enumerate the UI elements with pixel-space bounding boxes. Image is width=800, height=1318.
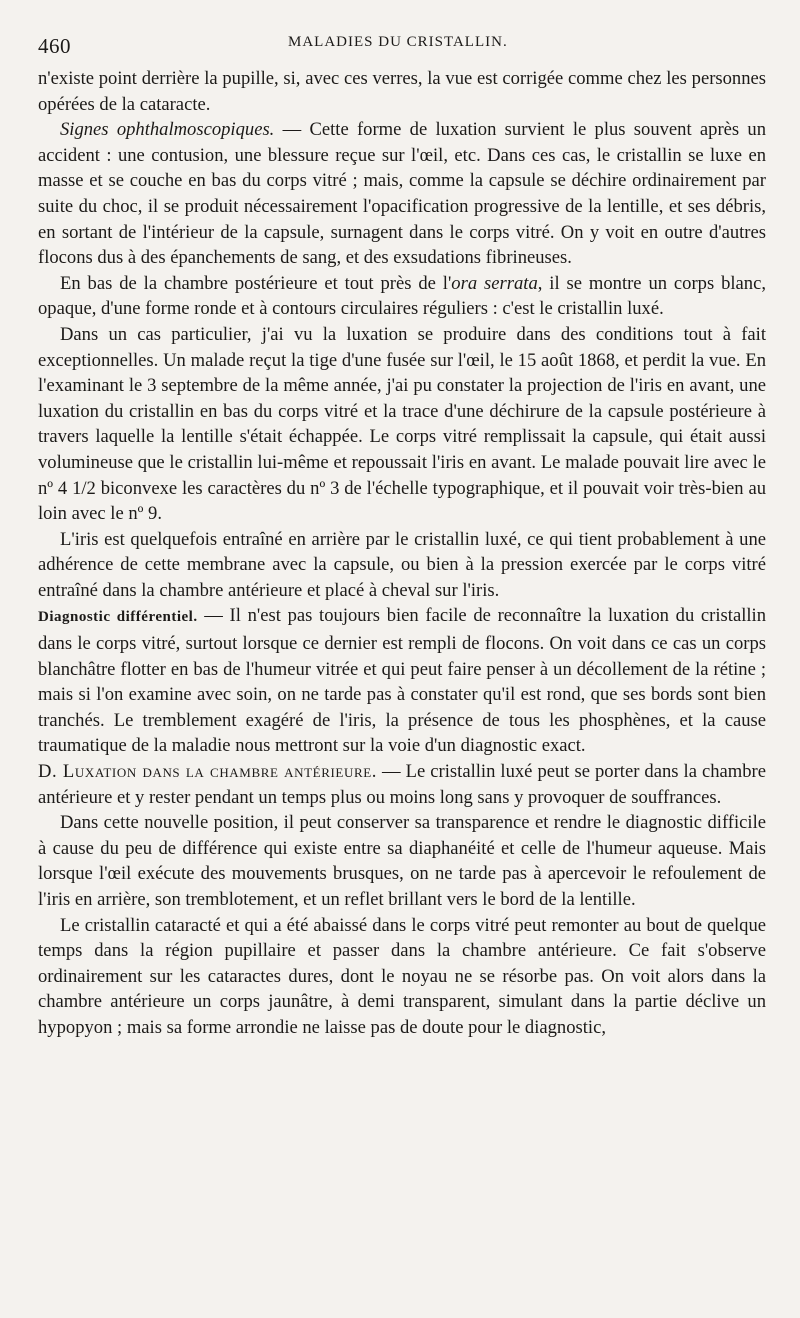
paragraph-8-text: Dans cette nouvelle position, il peut conserver sa transparence et rendre le diagnostic difficile à cause du peu de différence qui existe entre sa diaphanéité et celle de l'humeur aqueuse. Mais lorsque l'œil exécute des mouvements brusques, on ne tarde pas à apercevoir le refoulement de l'iris en arrière, son tremblotement, et un reflet brillant vers le bord de la lentille.	[38, 812, 766, 910]
paragraph-9	[38, 913, 766, 1041]
section-heading-signes: Signes ophthalmoscopiques.	[60, 119, 275, 141]
section-heading-diagnostic: Diagnostic différentiel.	[38, 609, 198, 626]
body-text	[38, 66, 766, 1041]
paragraph-6-text: — Il n'est pas toujours bien facile de reconnaître la luxation du cristallin dans le corps vitré, surtout lorsque ce dernier est rempli de flocons. On voit dans ce cas un corps blanchâtre flotter en bas de l'humeur vitrée et qui peut faire penser à un décollement de la rétine ; mais si l'on examine avec soin, on ne tarde pas à constater qu'il est rond, que ses bords sont bien tranchés. Le tremblement exagéré de l'iris, la présence de tous les phosphènes, et la cause traumatique de la maladie nous mettront sur la voie d'un diagnostic exact.	[38, 605, 766, 757]
paragraph-9-text: Le cristallin cataracté et qui a été abaissé dans le corps vitré peut remonter au bout de quelque temps dans la région pupillaire et passer dans la chambre antérieure. Ce fait s'observe ordinairement sur les cataractes dures, dont le noyau ne se résorbe pas. On voit alors dans la chambre antérieure un corps jaunâtre, à demi transparent, simulant dans la partie déclive un hypopyon ; mais sa forme arrondie ne laisse pas de doute pour le diagnostic,	[38, 914, 766, 1038]
paragraph-1-text: n'existe point derrière la pupille, si, avec ces verres, la vue est corrigée comme chez les personnes opérées de la cataracte.	[38, 68, 766, 115]
paragraph-4-text: Dans un cas particulier, j'ai vu la luxation se produire dans des conditions tout à fait exceptionnelles. Un malade reçut la tige d'une fusée sur l'œil, le 15 août 1868, et perdit la vue. En l'examinant le 3 septembre de la même année, j'ai pu constater la projection de l'iris en avant, une luxation du cristallin en bas du corps vitré et la trace d'une déchirure de la capsule postérieure à travers laquelle la lentille s'était échappée. Le corps vitré remplissait la capsule, qui était aussi volumineuse que le cristallin lui-même et repoussait l'iris en avant. Le malade pouvait lire avec le nº 4 1/2 biconvexe les caractères du nº 3 de l'échelle typographique, et il pouvait voir très-bien au loin avec le nº 9.	[38, 323, 766, 525]
paragraph-7-text: — Le cristallin luxé peut se porter dans la chambre antérieure et y rester pendant un temps plus ou moins long sans y provoquer de souffrances.	[38, 761, 766, 808]
paragraph-signes-ophthalmoscopiques	[38, 117, 766, 271]
paragraph-8	[38, 810, 766, 912]
paragraph-5	[38, 527, 766, 604]
paragraph-4	[38, 322, 766, 527]
paragraph-3-italic-term: ora serrata	[451, 272, 538, 294]
section-heading-luxation: D. Luxation dans la chambre antérieure.	[38, 761, 378, 783]
running-title: MALADIES DU CRISTALLIN.	[288, 34, 508, 50]
paragraph-3-text-a: En bas de la chambre postérieure et tout près de l'	[60, 272, 452, 294]
paragraph-2-text: — Cette forme de luxation survient le plus souvent après un accident : une contusion, une blessure reçue sur l'œil, etc. Dans ces cas, le cristallin se luxe en masse et se couche en bas du corps vitré ; mais, comme la capsule se déchire ordinairement par suite du choc, il se produit nécessairement l'opacification progressive de la lentille, et ses débris, en sortant de l'intérieur de la capsule, surnagent dans le corps vitré. On y voit en outre d'autres flocons dus à des épanchements de sang, et des exsudations fibrineuses.	[38, 119, 766, 269]
paragraph-3	[38, 271, 766, 322]
page-header	[38, 30, 766, 56]
paragraph-luxation-chambre-anterieure	[38, 759, 766, 810]
paragraph-5-text: L'iris est quelquefois entraîné en arrière par le cristallin luxé, ce qui tient probablement à une adhérence de cette membrane avec la capsule, ou bien à la pression exercée par le corps vitré entraîné dans la chambre antérieure et placé à cheval sur l'iris.	[38, 528, 766, 601]
page-number: 460	[38, 34, 71, 58]
paragraph-1	[38, 66, 766, 117]
paragraph-diagnostic-differentiel	[38, 603, 766, 759]
paragraph-3-text-b: , il se montre un corps blanc, opaque, d'une forme ronde et à contours circulaires réguliers : c'est le cristallin luxé.	[38, 272, 767, 320]
